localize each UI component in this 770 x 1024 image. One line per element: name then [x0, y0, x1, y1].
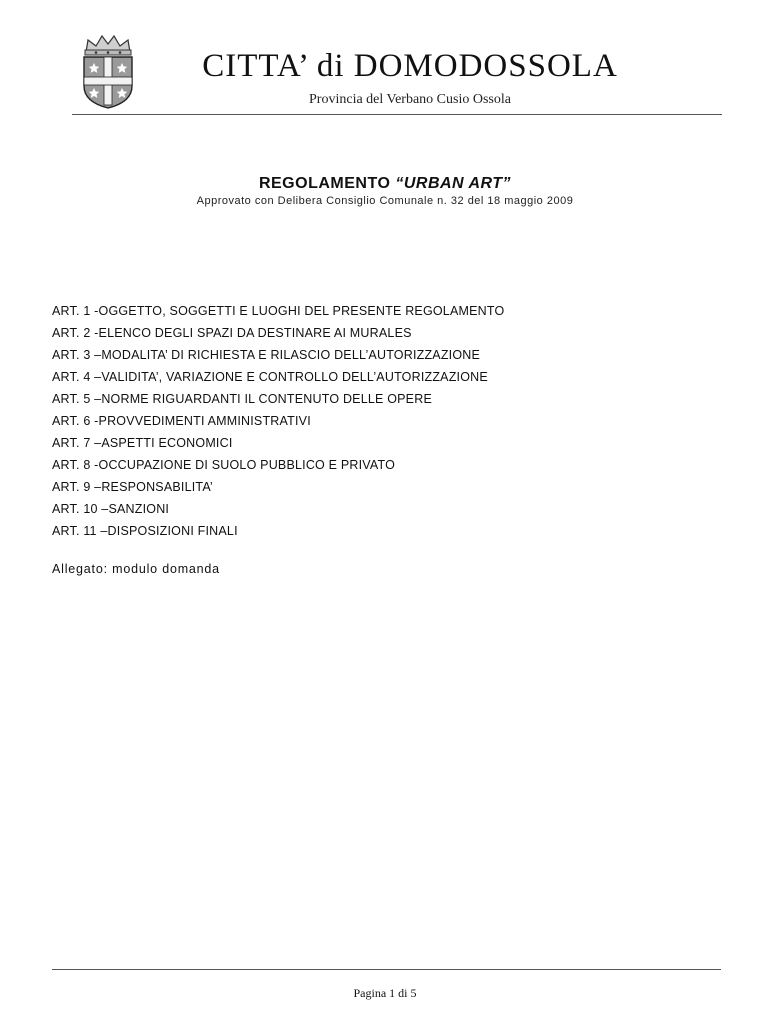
toc-article-number: ART. 5 –	[52, 392, 102, 406]
toc-item	[52, 501, 504, 523]
toc-article-title: ELENCO DEGLI SPAZI DA DESTINARE AI MURALES	[98, 326, 412, 340]
header-divider	[72, 114, 722, 115]
toc-article-title: RESPONSABILITA’	[101, 480, 213, 494]
toc-article-number: ART. 3 –	[52, 348, 102, 362]
toc-article-number: ART. 4 –	[52, 370, 102, 384]
toc-item	[52, 435, 504, 457]
toc-article-title: OGGETTO, SOGGETTI E LUOGHI DEL PRESENTE REGOLAMENTO	[98, 304, 505, 318]
document-title-emphasis: “URBAN ART”	[395, 175, 512, 192]
toc-article-number: ART. 6 -	[52, 414, 99, 428]
document-title	[0, 175, 770, 193]
page-number: Pagina 1 di 5	[353, 986, 417, 1000]
toc-article-title: OCCUPAZIONE DI SUOLO PUBBLICO E PRIVATO	[98, 458, 396, 472]
toc-article-title: SANZIONI	[108, 502, 170, 516]
toc-item	[52, 347, 504, 369]
toc-article-number: ART. 2 -	[52, 326, 99, 340]
toc-item	[52, 369, 504, 391]
toc-item	[52, 413, 504, 435]
annex-note: Allegato: modulo domanda	[52, 562, 220, 576]
toc-item	[52, 457, 504, 479]
toc-article-number: ART. 7 –	[52, 436, 102, 450]
footer-divider	[52, 969, 721, 970]
toc-item	[52, 479, 504, 501]
toc-item	[52, 523, 504, 545]
city-title: CITTA’ di DOMODOSSOLA	[202, 48, 618, 84]
toc-article-title: NORME RIGUARDANTI IL CONTENUTO DELLE OPERE	[101, 392, 432, 406]
toc-article-title: DISPOSIZIONI FINALI	[107, 524, 238, 538]
toc-article-number: ART. 9 –	[52, 480, 102, 494]
toc-item	[52, 303, 504, 325]
toc-item	[52, 391, 504, 413]
toc-item	[52, 325, 504, 347]
table-of-contents	[52, 303, 504, 545]
toc-article-number: ART. 10 –	[52, 502, 109, 516]
toc-article-number: ART. 8 -	[52, 458, 99, 472]
province-subtitle: Provincia del Verbano Cusio Ossola	[309, 92, 511, 107]
toc-article-number: ART. 11 –	[52, 524, 108, 538]
toc-article-title: ASPETTI ECONOMICI	[101, 436, 233, 450]
toc-article-number: ART. 1 -	[52, 304, 99, 318]
toc-article-title: PROVVEDIMENTI AMMINISTRATIVI	[98, 414, 311, 428]
toc-article-title: VALIDITA’, VARIAZIONE E CONTROLLO DELL’AUTORIZZAZIONE	[101, 370, 488, 384]
approval-note: Approvato con Delibera Consiglio Comunale n. 32 del 18 maggio 2009	[196, 195, 574, 207]
toc-article-title: MODALITA’ DI RICHIESTA E RILASCIO DELL’AUTORIZZAZIONE	[101, 348, 481, 362]
document-title-plain: REGOLAMENTO	[258, 175, 396, 192]
coat-of-arms-icon	[76, 30, 140, 110]
